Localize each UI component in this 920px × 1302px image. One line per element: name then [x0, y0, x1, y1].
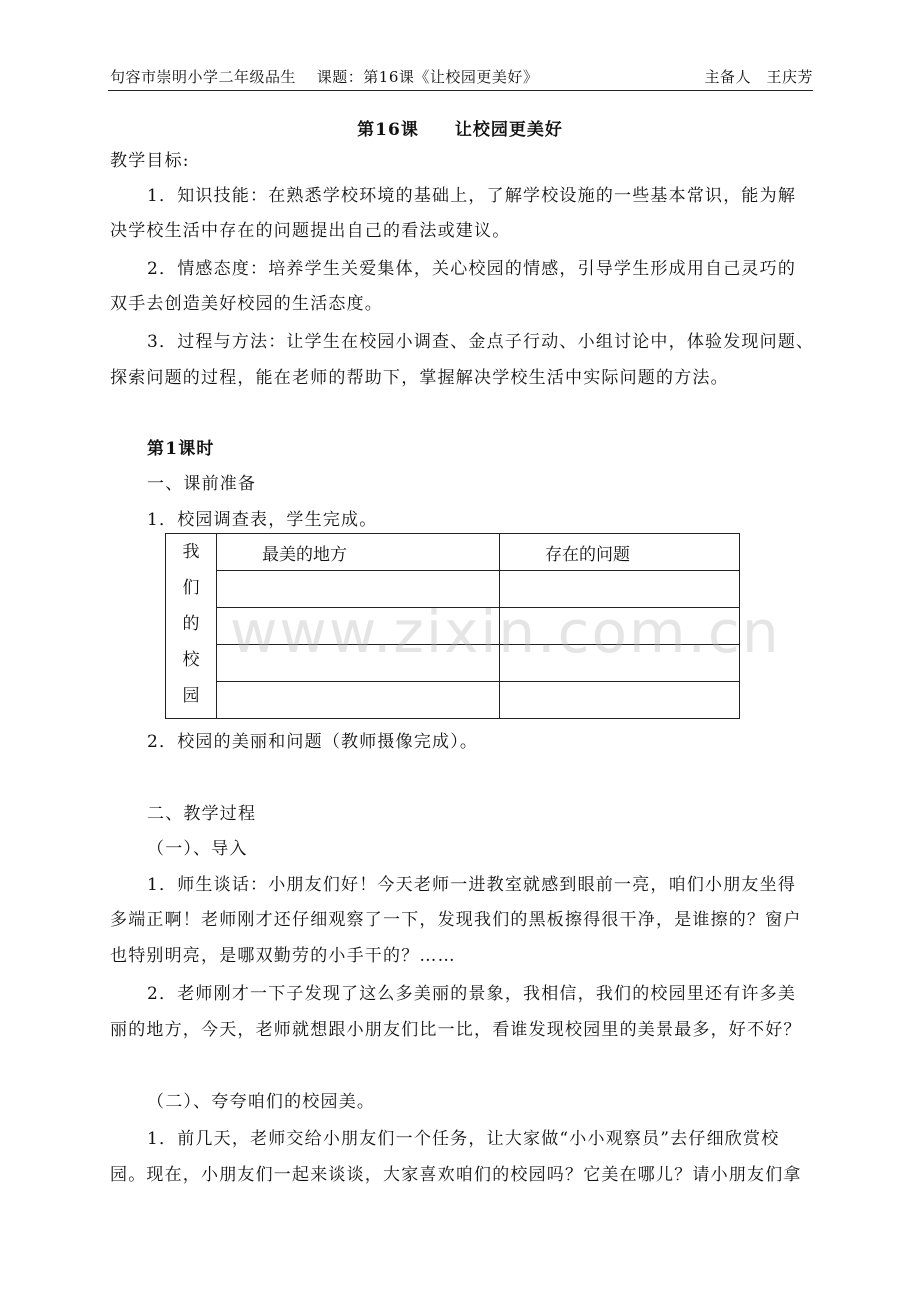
objective-line: 3．过程与方法：让学生在校园小调查、金点子行动、小组讨论中，体验发现问题、 — [147, 332, 815, 352]
objective-line: 探索问题的过程，能在老师的帮助下，掌握解决学校生活中实际问题的方法。 — [110, 368, 729, 388]
header-right: 主备人 王庆芳 — [704, 68, 813, 86]
section-prep: 一、课前准备 — [147, 474, 257, 494]
objective-line: 决学校生活中存在的问题提出自己的看法或建议。 — [110, 221, 511, 241]
intro-line: 丽的地方，今天，老师就想跟小朋友们比一比，看谁发现校园里的美景最多，好不好？ — [110, 1020, 802, 1040]
table-cell — [500, 682, 740, 719]
side-char: 们 — [182, 578, 200, 598]
side-char: 的 — [182, 614, 200, 634]
objectives-heading: 教学目标: — [110, 151, 190, 171]
subsection-intro: （一）、导入 — [147, 839, 248, 859]
header-left: 句容市崇明小学二年级品生 课题：第16课《让校园更美好》 — [110, 68, 539, 86]
prep-item-1: 1．校园调查表，学生完成。 — [147, 510, 378, 530]
side-char: 校 — [182, 650, 200, 670]
intro-line: 也特别明亮，是哪双勤劳的小手干的？…… — [110, 946, 456, 966]
praise-line: 园。现在，小朋友们一起来谈谈，大家喜欢咱们的校园吗？它美在哪儿？请小朋友们拿 — [110, 1165, 802, 1185]
intro-line: 1．师生谈话：小朋友们好！今天老师一进教室就感到眼前一亮，咱们小朋友坐得 — [147, 875, 797, 895]
table-header-problems: 存在的问题 — [500, 534, 740, 571]
objective-line: 1．知识技能：在熟悉学校环境的基础上，了解学校设施的一些基本常识，能为解 — [147, 186, 797, 206]
table-cell — [217, 682, 500, 719]
objective-line: 2．情感态度：培养学生关爱集体，关心校园的情感，引导学生形成用自己灵巧的 — [147, 259, 797, 279]
watermark: www.zixin.com.cn — [230, 598, 781, 666]
page-header — [108, 64, 813, 91]
table-header-best-place: 最美的地方 — [217, 534, 500, 571]
table-side-label — [166, 534, 217, 719]
intro-line: 多端正啊！老师刚才还仔细观察了一下，发现我们的黑板擦得很干净，是谁擦的？窗户 — [110, 910, 802, 930]
objective-line: 双手去创造美好校园的生活态度。 — [110, 294, 383, 314]
praise-line: 1．前几天，老师交给小朋友们一个任务，让大家做“小小观察员”去仔细欣赏校 — [147, 1129, 780, 1149]
page-title: 第16课 让校园更美好 — [357, 120, 563, 140]
section-process: 二、教学过程 — [147, 804, 257, 824]
side-char: 我 — [182, 542, 200, 562]
intro-line: 2．老师刚才一下子发现了这么多美丽的景象，我相信，我们的校园里还有许多美 — [147, 984, 797, 1004]
side-char: 园 — [182, 686, 200, 706]
subsection-praise: （二）、夸夸咱们的校园美。 — [147, 1092, 376, 1112]
lesson-heading: 第1课时 — [147, 439, 215, 459]
prep-item-2: 2．校园的美丽和问题（教师摄像完成）。 — [147, 732, 479, 752]
